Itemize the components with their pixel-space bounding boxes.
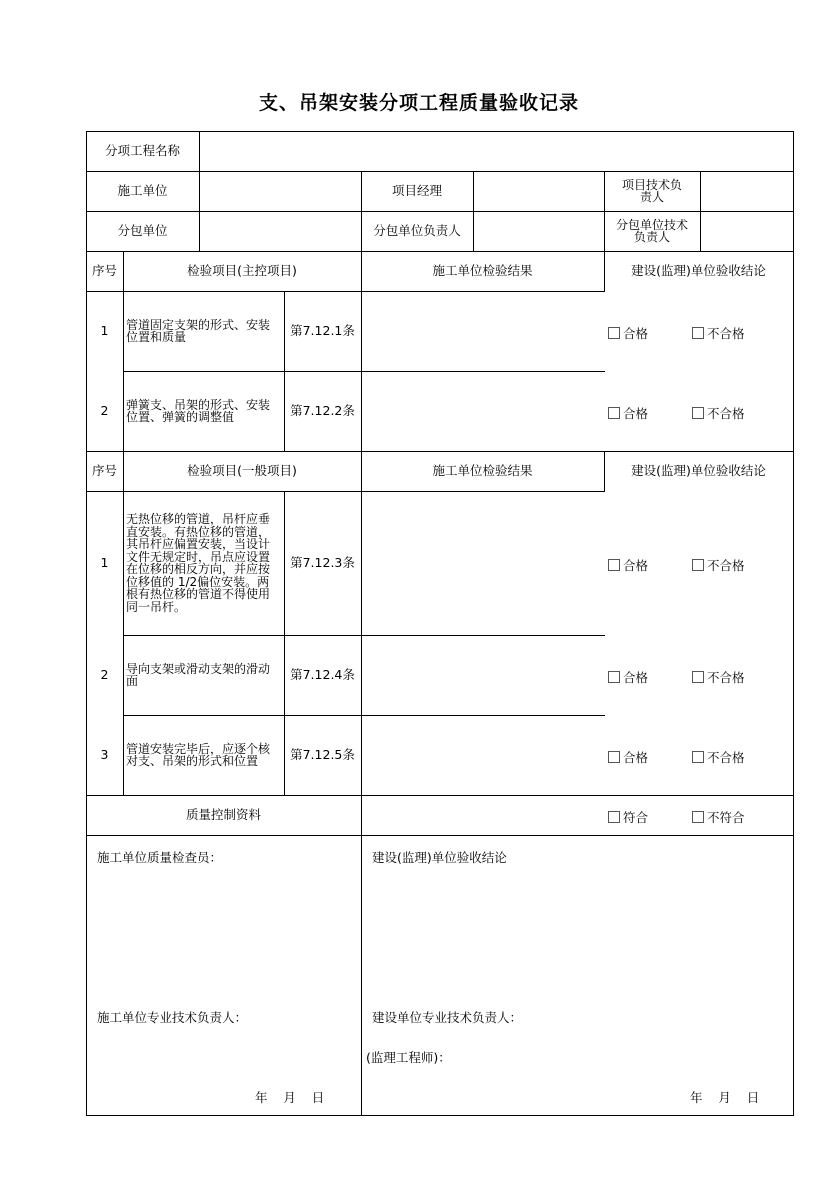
general-result-header: 施工单位检验结果	[432, 463, 533, 478]
general-row-3-clause: 第7.12.5条	[290, 747, 355, 762]
general-row-2-result[interactable]	[361, 635, 604, 715]
page-title: 支、吊架安装分项工程质量验收记录	[258, 92, 579, 114]
general-row-1-fail-checkbox[interactable]: 不合格	[692, 556, 745, 574]
supervisor-label: (监理工程师)：	[366, 1050, 451, 1065]
general-row-2-pass-checkbox[interactable]: 合格	[608, 668, 648, 686]
general-row-2-fail-checkbox[interactable]: 不合格	[692, 668, 745, 686]
sub-tech-lead-label: 分包单位技术负责人	[615, 217, 688, 244]
main-row-2-seq: 2	[100, 403, 109, 418]
main-row-1-pass-checkbox[interactable]: 合格	[608, 324, 648, 342]
general-row-1-clause: 第7.12.3条	[290, 555, 355, 570]
quality-docs-label: 质量控制资料	[185, 807, 261, 822]
main-conclusion-header: 建设(监理)单位验收结论	[631, 263, 766, 278]
general-row-3-text: 管道安装完毕后，应逐个核对支、吊架的形式和位置	[126, 741, 271, 768]
project-name-label: 分项工程名称	[104, 143, 180, 158]
main-row-1-clause: 第7.12.1条	[290, 323, 355, 338]
owner-conclusion-label: 建设(监理)单位验收结论	[372, 850, 507, 865]
quality-docs-result[interactable]	[361, 795, 604, 835]
project-manager-label: 项目经理	[391, 183, 442, 198]
main-row-2-pass-checkbox[interactable]: 合格	[608, 404, 648, 422]
general-row-3-seq: 3	[100, 747, 109, 762]
quality-docs-conform-checkbox[interactable]: 符合	[608, 808, 648, 826]
main-item-header: 检验项目(主控项目)	[187, 263, 297, 278]
general-conclusion-header: 建设(监理)单位验收结论	[631, 463, 766, 478]
sub-lead-label: 分包单位负责人	[373, 223, 461, 238]
subcontractor-field[interactable]	[199, 211, 361, 251]
main-row-2-fail-checkbox[interactable]: 不合格	[692, 404, 745, 422]
main-row-2-text: 弹簧支、吊架的形式、安装位置、弹簧的调整值	[126, 397, 271, 424]
main-row-1-result[interactable]	[361, 291, 604, 371]
general-row-3-result[interactable]	[361, 715, 604, 795]
general-row-2-clause: 第7.12.4条	[290, 667, 355, 682]
sub-tech-lead-field[interactable]	[700, 211, 793, 251]
general-row-2-text: 导向支架或滑动支架的滑动面	[126, 661, 271, 688]
subcontractor-label: 分包单位	[117, 223, 168, 238]
general-row-1-result[interactable]	[361, 491, 604, 635]
owner-date-label: 年 月 日	[690, 1090, 760, 1105]
contractor-field[interactable]	[199, 171, 361, 211]
sub-lead-field[interactable]	[473, 211, 604, 251]
general-row-1-seq: 1	[100, 555, 109, 570]
tech-lead-label: 项目技术负责人	[621, 177, 682, 204]
main-seq-header: 序号	[91, 263, 117, 278]
inspector-label: 施工单位质量检查员：	[97, 850, 223, 865]
general-row-3-fail-checkbox[interactable]: 不合格	[692, 748, 745, 766]
main-row-2-result[interactable]	[361, 371, 604, 451]
main-row-1-fail-checkbox[interactable]: 不合格	[692, 324, 745, 342]
owner-tech-lead-label: 建设单位专业技术负责人：	[372, 1010, 523, 1025]
tech-lead-field[interactable]	[700, 171, 793, 211]
main-row-1-seq: 1	[100, 323, 109, 338]
main-row-2-clause: 第7.12.2条	[290, 403, 355, 418]
general-row-1-pass-checkbox[interactable]: 合格	[608, 556, 648, 574]
general-row-2-seq: 2	[100, 667, 109, 682]
contractor-tech-lead-label: 施工单位专业技术负责人：	[97, 1010, 248, 1025]
general-row-1-text: 无热位移的管道，吊杆应垂直安装。有热位移的管道，其吊杆应偏置安装，当设计文件无规定时，吊点应设置在位移的相反方向，并应按位移值的 1/2偏位安装。两根有热位移的管道不得使用同一吊杆。	[126, 512, 271, 614]
main-result-header: 施工单位检验结果	[432, 263, 533, 278]
contractor-label: 施工单位	[117, 183, 168, 198]
general-seq-header: 序号	[91, 463, 117, 478]
general-row-3-pass-checkbox[interactable]: 合格	[608, 748, 648, 766]
general-item-header: 检验项目(一般项目)	[187, 463, 297, 478]
main-row-1-text: 管道固定支架的形式、安装位置和质量	[126, 317, 271, 344]
project-manager-field[interactable]	[473, 171, 604, 211]
project-name-field[interactable]	[199, 131, 793, 171]
contractor-date-label: 年 月 日	[255, 1090, 325, 1105]
quality-docs-nonconform-checkbox[interactable]: 不符合	[692, 808, 745, 826]
